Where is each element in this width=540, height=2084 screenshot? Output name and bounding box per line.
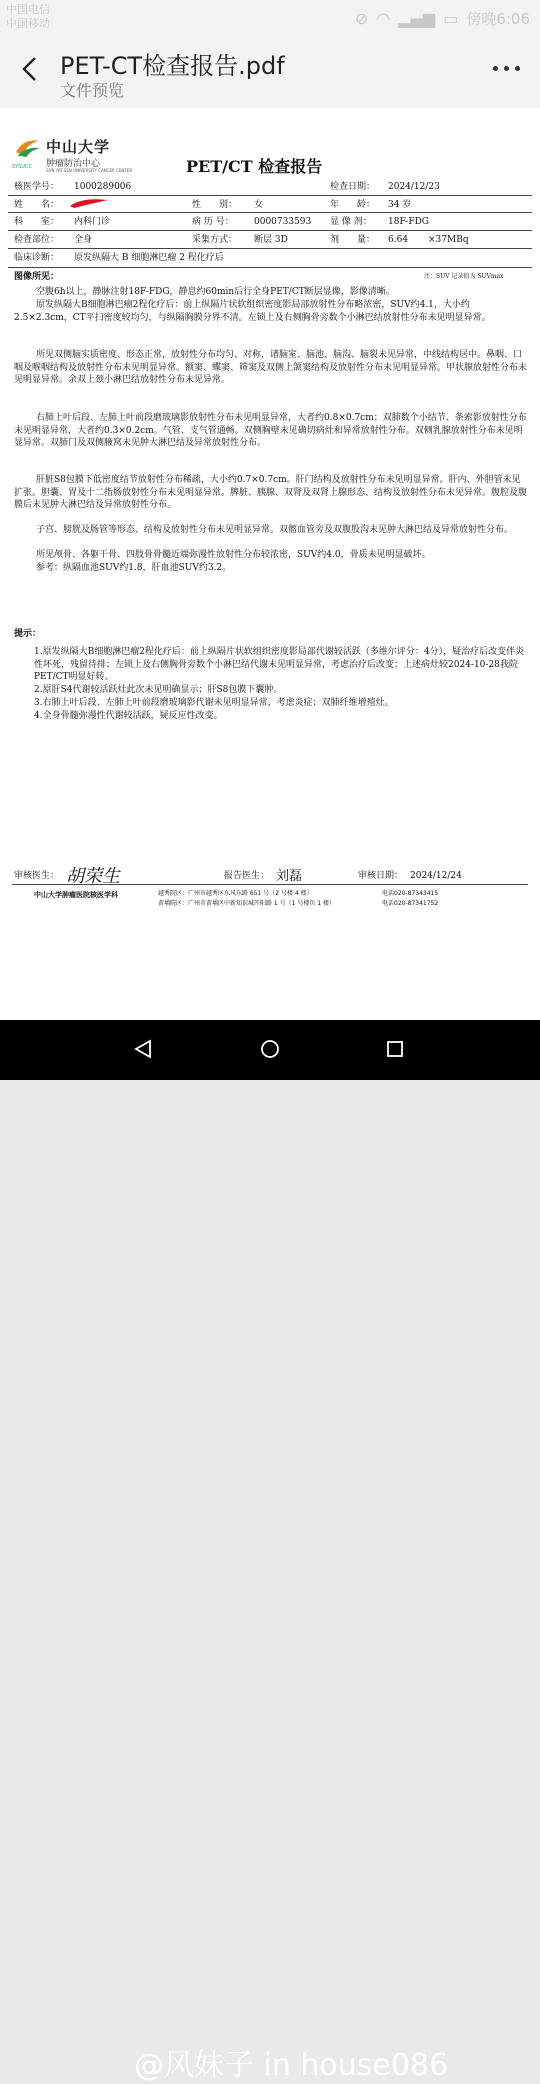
system-nav-bar — [0, 1020, 540, 2083]
more-icon[interactable] — [493, 66, 520, 71]
age-label: 年 龄： — [330, 200, 376, 210]
divider — [8, 195, 532, 196]
nav-home-icon[interactable] — [259, 1038, 281, 1060]
diag-label: 临床诊断： — [14, 253, 60, 263]
finding-paragraph: 右肺上叶后段、左肺上叶前段磨玻璃影放射性分布未见明显异常，大者约0.8×0.7cm；双肺数个小结节、条索影放射性分布未见明显异常，大者约0.3×0.2cm。气管、支气管通畅。双侧胸壁未见确切病灶和异常放射性分布。双侧乳腺放射性分布未见明显异常。双肺门及双侧腋窝未见肿大淋巴结及异常放射性分布。 — [14, 413, 527, 448]
pdf-page[interactable] — [0, 108, 540, 1020]
divider — [8, 267, 532, 268]
tel-1: 电话020-87343415 — [382, 890, 439, 897]
exam-date-label: 检查日期： — [330, 182, 376, 192]
report-title: PET/CT 检查报告 — [186, 157, 323, 176]
exam-no-label: 核医学号： — [14, 182, 60, 192]
hospital-en: SUN YAT-SEN UNIVERSITY CANCER CENTER — [46, 168, 133, 173]
address-1: 越秀院区：广州市越秀区东风东路 651 号（2 号楼 4 楼） — [158, 890, 313, 897]
review-date-label: 审核日期： — [358, 871, 404, 881]
suv-note-sub: max — [490, 273, 504, 280]
agent: 18F-FDG — [388, 217, 429, 227]
gender-label: 性 别： — [192, 200, 238, 210]
mute-icon: ⊘ — [354, 9, 369, 28]
finding-paragraph: 所见双侧脑实质密度、形态正常，放射性分布均匀、对称，诸脑室、脑池、脑沟、脑裂未见异常，中线结构居中。鼻咽、口咽及喉咽结构及放射性分布未见明显异常。额窦、蝶窦、筛窦及双侧上颌窦结构及放射性分布未见明显异常。甲状腺放射性分布未见明显异常。余双上颈小淋巴结放射性分布未见异常。 — [14, 350, 528, 385]
finding-paragraph: 参考：纵隔血池SUV约1.8，肝血池SUV约3.2。 — [36, 563, 232, 573]
hint-title: 提示： — [14, 629, 42, 639]
battery-icon: ▭ — [443, 9, 459, 28]
address-2: 黄埔院区：广州市黄埔区中新知识城开阳路 1 号（1 号楼负 1 楼） — [158, 900, 335, 907]
clock: 傍晚6:06 — [466, 10, 530, 28]
carrier-2: 中国移动 — [6, 17, 50, 30]
signal-icon: ▂▄▆ — [398, 9, 436, 28]
divider — [8, 212, 532, 213]
hint-item: 3.右肺上叶后段、左肺上叶前段磨玻璃影代谢未见明显异常，考虑炎症；双肺纤维增殖灶。 — [34, 698, 394, 708]
exam-date: 2024/12/23 — [388, 182, 440, 192]
carrier-info — [6, 3, 50, 31]
reporter-signature: 刘磊 — [276, 869, 303, 884]
suv-note — [424, 273, 503, 281]
hint-item: 1.原发纵隔大B细胞淋巴瘤2程化疗后：前上纵隔片状软组织密度影局部代谢较活跃（多维尔评分：4分），疑治疗后改变伴炎性坏死，残留待排；左锁上及右侧胸骨旁数个小淋巴结代谢未见明显异常，考虑治疗后改变；上述病灶较2024-10-28我院PET/CT明显好转。 — [34, 647, 525, 682]
tel-2: 电话020-87341752 — [382, 900, 439, 907]
finding-paragraph: 所见颅骨、各躯干骨、四肢骨骨髓近端弥漫性放射性分布较浓密，SUV约4.0，骨质未见明显破坏。 — [36, 550, 431, 560]
carrier-1: 中国电信 — [6, 3, 50, 16]
status-bar — [0, 0, 540, 36]
dept: 内科门诊 — [74, 217, 111, 227]
nav-back-icon[interactable] — [132, 1038, 154, 1060]
redaction-mark — [68, 197, 110, 209]
finding-paragraph: 原发纵隔大B细胞淋巴瘤2程化疗后：前上纵隔片状软组织密度影局部放射性分布略浓密，SUV约4.1，大小约2.5×2.3cm，CT平扫密度较均匀，与纵隔胸膜分界不清。左锁上及右侧胸骨旁数个小淋巴结放射性分布未见明显异常。 — [14, 300, 491, 323]
suv-note-text: 注：SUV 记录值为 SUV — [424, 273, 491, 280]
finding-paragraph: 子宫、膀胱及肠管等形态、结构及放射性分布未见明显异常。双髂血管旁及双腹股沟未见肿大淋巴结及异常放射性分布。 — [36, 525, 514, 535]
review-date: 2024/12/24 — [410, 871, 462, 881]
hospital-tag: SYSUCC — [12, 164, 33, 170]
reviewer-signature: 胡荣生 — [66, 866, 120, 887]
status-icons — [355, 8, 530, 29]
dose-unit: ×37MBq — [428, 235, 469, 245]
finding-paragraph: 空腹6h以上，静脉注射18F-FDG，静息约60min后行全身PET/CT断层显像，影像清晰。 — [36, 287, 395, 297]
gender: 女 — [254, 200, 264, 210]
record: 0000733593 — [254, 217, 312, 227]
hint-item: 2.原肝S4代谢较活跃灶此次未见明确显示；肝S8包膜下囊肿。 — [34, 685, 283, 695]
agent-label: 显 像 剂： — [330, 217, 372, 227]
divider — [12, 884, 528, 885]
hospital-logo-icon — [10, 136, 46, 166]
name-label: 姓 名： — [14, 200, 60, 210]
file-title: PET-CT检查报告.pdf — [60, 52, 285, 80]
diag: 原发纵隔大 B 细胞淋巴瘤 2 程化疗后 — [74, 253, 224, 263]
mode-label: 采集方式： — [192, 235, 238, 245]
site: 全身 — [74, 235, 93, 245]
exam-no: 1000289006 — [74, 182, 132, 192]
hospital-name: 中山大学 — [46, 138, 111, 156]
reviewer-label: 审核医生： — [14, 871, 60, 881]
divider — [8, 248, 532, 249]
site-label: 检查部位： — [14, 235, 60, 245]
mode: 断层 3D — [254, 235, 288, 245]
hint-item: 4.全身骨髓弥漫性代谢较活跃，疑反应性改变。 — [34, 711, 223, 721]
reporter-label: 报告医生： — [224, 871, 270, 881]
wifi-icon: ◠ — [376, 9, 391, 28]
app-titlebar — [0, 36, 540, 108]
finding-paragraph: 肝脏S8包膜下低密度结节放射性分布稀疏，大小约0.7×0.7cm。肝门结构及放射性分布未见明显异常。肝内、外胆管未见扩张。胆囊、胃及十二指肠放射性分布未见明显异常。脾脏、胰腺、双肾及双肾上腺形态、结构及放射性分布未见异常。腹腔及腹膜后未见肿大淋巴结及异常放射性分布。 — [14, 475, 528, 510]
divider — [8, 230, 532, 231]
dose: 6.64 — [388, 235, 409, 245]
hospital-sub: 肿瘤防治中心 — [46, 159, 101, 169]
back-arrow-icon[interactable] — [16, 54, 46, 84]
nav-recent-icon[interactable] — [384, 1038, 406, 1060]
age: 34 岁 — [388, 200, 412, 210]
dept-label: 科 室： — [14, 217, 60, 227]
watermark: @风妹子 in house086 — [134, 2048, 449, 2083]
record-label: 病 历 号： — [192, 217, 234, 227]
findings-title: 图像所见： — [14, 272, 60, 282]
file-subtitle: 文件预览 — [60, 81, 125, 100]
footer-dept: 中山大学肿瘤医院核医学科 — [34, 891, 118, 899]
dose-label: 剂 量： — [330, 235, 376, 245]
